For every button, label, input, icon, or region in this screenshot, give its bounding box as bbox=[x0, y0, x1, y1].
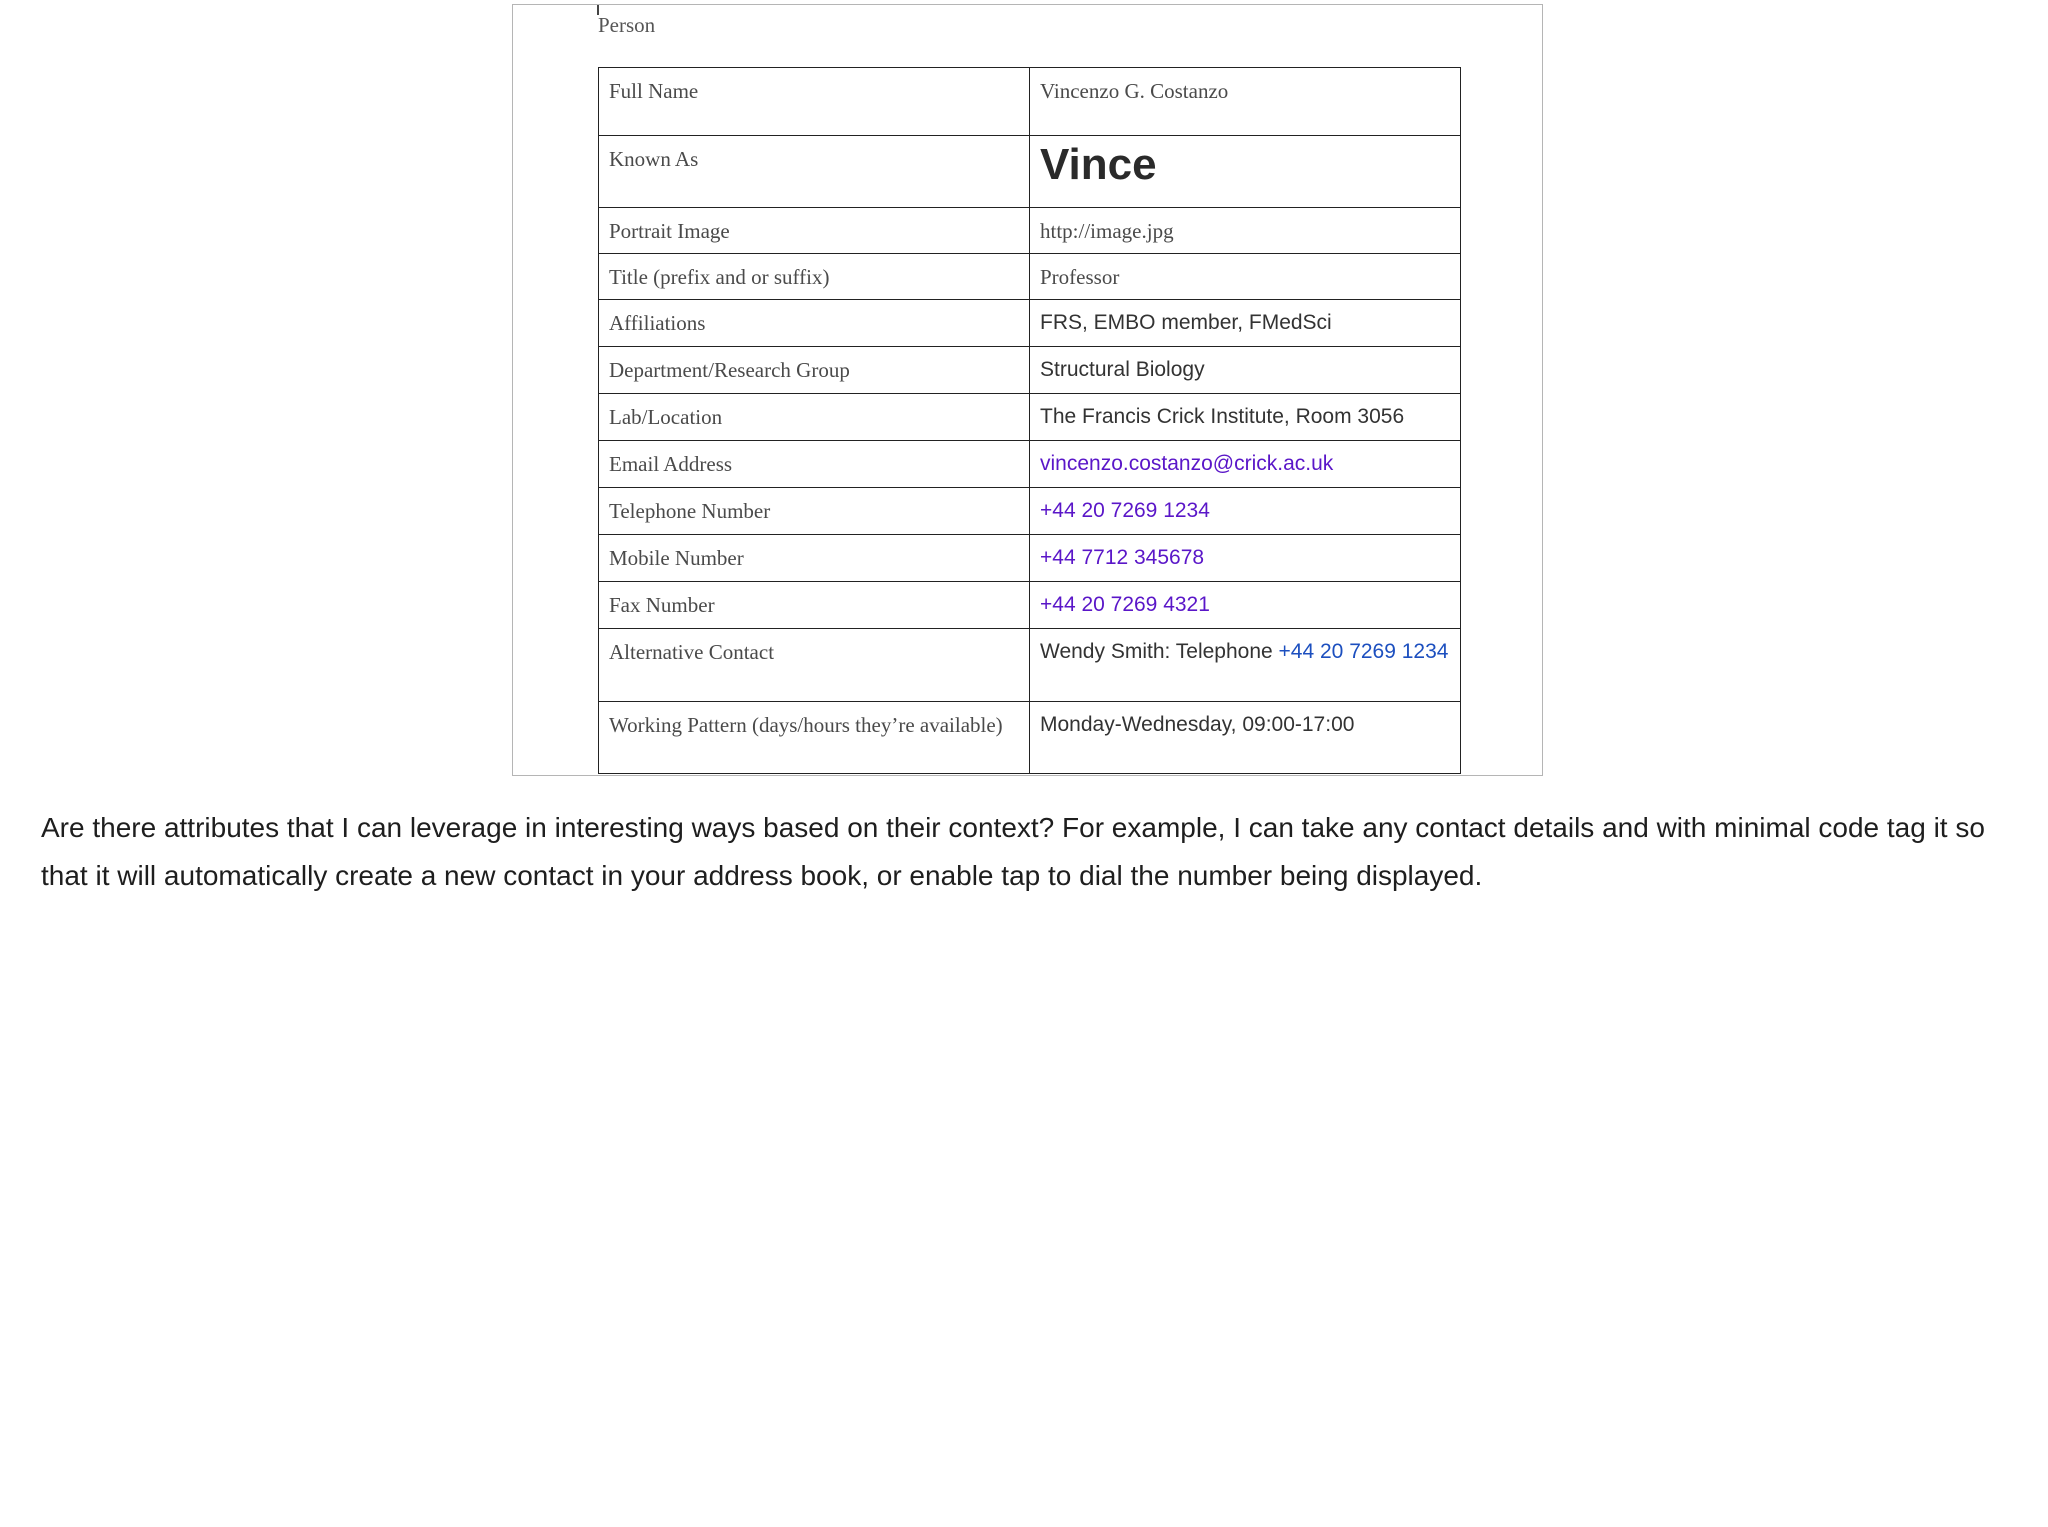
table-row bbox=[599, 394, 1461, 441]
row-value-portrait-image: http://image.jpg bbox=[1030, 208, 1461, 254]
telephone-link[interactable]: +44 20 7269 1234 bbox=[1040, 499, 1210, 522]
email-link[interactable]: vincenzo.costanzo@crick.ac.uk bbox=[1040, 452, 1334, 475]
table-row bbox=[599, 300, 1461, 347]
table-row bbox=[599, 702, 1461, 774]
row-value-title: Professor bbox=[1030, 254, 1461, 300]
row-label-known-as: Known As bbox=[599, 136, 1030, 208]
question-paragraph: Are there attributes that I can leverage in interesting ways based on their context? For example, I can take any contact details and with minimal code tag it so that it will automatically create a new contact in your address book, or enable tap to dial the number being displayed. bbox=[41, 812, 1985, 891]
table-row bbox=[599, 441, 1461, 488]
alternative-contact-phone-link[interactable]: +44 20 7269 1234 bbox=[1278, 640, 1449, 663]
row-label-department: Department/Research Group bbox=[599, 347, 1030, 394]
row-label-telephone: Telephone Number bbox=[599, 488, 1030, 535]
row-value-mobile bbox=[1030, 535, 1461, 582]
row-label-portrait-image: Portrait Image bbox=[599, 208, 1030, 254]
row-label-mobile: Mobile Number bbox=[599, 535, 1030, 582]
person-attributes-table bbox=[598, 67, 1461, 774]
mobile-link[interactable]: +44 7712 345678 bbox=[1040, 546, 1205, 569]
row-value-affiliations: FRS, EMBO member, FMedSci bbox=[1030, 300, 1461, 347]
table-row bbox=[599, 488, 1461, 535]
table-row bbox=[599, 347, 1461, 394]
row-label-lab-location: Lab/Location bbox=[599, 394, 1030, 441]
row-value-full-name: Vincenzo G. Costanzo bbox=[1030, 68, 1461, 136]
section-label: Person bbox=[598, 13, 656, 37]
row-label-title: Title (prefix and or suffix) bbox=[599, 254, 1030, 300]
row-label-full-name: Full Name bbox=[599, 68, 1030, 136]
row-value-working-pattern: Monday-Wednesday, 09:00-17:00 bbox=[1030, 702, 1461, 774]
row-value-lab-location: The Francis Crick Institute, Room 3056 bbox=[1030, 394, 1461, 441]
table-row bbox=[599, 208, 1461, 254]
row-label-affiliations: Affiliations bbox=[599, 300, 1030, 347]
fax-link[interactable]: +44 20 7269 4321 bbox=[1040, 593, 1210, 616]
table-row bbox=[599, 136, 1461, 208]
row-label-email: Email Address bbox=[599, 441, 1030, 488]
row-value-fax bbox=[1030, 582, 1461, 629]
table-row bbox=[599, 254, 1461, 300]
table-row bbox=[599, 535, 1461, 582]
row-label-working-pattern: Working Pattern (days/hours they’re available) bbox=[599, 702, 1030, 774]
row-value-telephone bbox=[1030, 488, 1461, 535]
table-row bbox=[599, 68, 1461, 136]
table-row bbox=[599, 582, 1461, 629]
embedded-document-screenshot bbox=[512, 4, 1543, 776]
row-label-alternative-contact: Alternative Contact bbox=[599, 629, 1030, 702]
row-value-department: Structural Biology bbox=[1030, 347, 1461, 394]
known-as-value: Vince bbox=[1040, 140, 1157, 189]
row-value-alternative-contact bbox=[1030, 629, 1461, 702]
alternative-contact-text: Wendy Smith: Telephone bbox=[1040, 640, 1279, 663]
table-row bbox=[599, 629, 1461, 702]
row-value-known-as bbox=[1030, 136, 1461, 208]
row-value-email bbox=[1030, 441, 1461, 488]
row-label-fax: Fax Number bbox=[599, 582, 1030, 629]
